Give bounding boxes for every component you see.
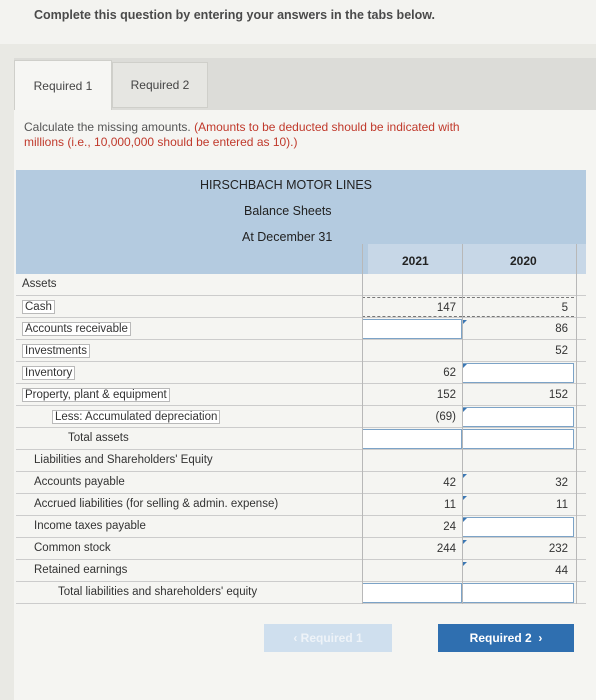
- table-row: [16, 296, 586, 318]
- row-label: Accounts receivable: [22, 322, 131, 336]
- row-label: Total liabilities and shareholders' equity: [58, 586, 258, 598]
- value-2020: [462, 451, 574, 471]
- input-2020[interactable]: [462, 429, 574, 449]
- table-row: [16, 406, 586, 428]
- input-2020[interactable]: [462, 583, 574, 603]
- year-header-band: [368, 244, 586, 274]
- value-2021: [362, 561, 462, 581]
- row-label: Accounts payable: [34, 476, 125, 488]
- row-label: Income taxes payable: [34, 520, 146, 532]
- balance-sheet-table: [16, 170, 586, 616]
- next-button-label: Required 2: [469, 631, 532, 645]
- input-2021[interactable]: [362, 319, 462, 339]
- value-2021[interactable]: 11: [444, 499, 456, 511]
- row-label: Total assets: [68, 432, 129, 444]
- value-2021: [362, 341, 462, 361]
- value-2021[interactable]: 42: [443, 477, 456, 489]
- table-row: [16, 274, 586, 296]
- table-row: [16, 494, 586, 516]
- next-required-button[interactable]: [438, 624, 574, 652]
- table-row: [16, 384, 586, 406]
- row-label: Common stock: [34, 542, 111, 554]
- instructions-calc: [24, 120, 596, 150]
- table-row: [16, 516, 586, 538]
- value-2021[interactable]: 24: [443, 521, 456, 533]
- value-2021[interactable]: 147: [362, 297, 462, 317]
- input-2021[interactable]: [362, 429, 462, 449]
- value-2021[interactable]: (69): [435, 411, 456, 423]
- chevron-right-icon: ›: [531, 631, 543, 645]
- row-label: Property, plant & equipment: [22, 388, 170, 402]
- tab-required-2[interactable]: Required 2: [112, 62, 208, 108]
- value-2020[interactable]: 5: [462, 297, 574, 317]
- column-divider: [362, 244, 363, 604]
- value-2020[interactable]: 44: [555, 565, 568, 577]
- input-2021[interactable]: [362, 583, 462, 603]
- value-2020[interactable]: 86: [555, 323, 568, 335]
- value-2021[interactable]: 152: [436, 389, 456, 401]
- table-row: [16, 538, 586, 560]
- table-row: [16, 450, 586, 472]
- statement-date: At December 31: [242, 230, 333, 244]
- value-2020[interactable]: 32: [555, 477, 568, 489]
- table-row: [16, 560, 586, 582]
- column-divider: [462, 244, 463, 604]
- value-2020[interactable]: 152: [548, 389, 568, 401]
- value-2020[interactable]: 52: [555, 345, 568, 357]
- table-row: [16, 472, 586, 494]
- table-row: [16, 428, 586, 450]
- input-2020[interactable]: [462, 517, 574, 537]
- row-label: Retained earnings: [34, 564, 128, 576]
- row-label: Inventory: [22, 366, 75, 380]
- table-row: [16, 582, 586, 604]
- chevron-left-icon: ‹: [293, 631, 301, 645]
- value-2021[interactable]: 244: [436, 543, 456, 555]
- calc-note: (Amounts to be deducted should be indicated with: [194, 120, 460, 134]
- calc-note-2: millions (i.e., 10,000,000 should be entered as 10).): [24, 135, 298, 149]
- year-2021-header: 2021: [402, 254, 429, 268]
- row-label: Investments: [22, 344, 90, 358]
- prev-button-label: Required 1: [300, 631, 363, 645]
- instruction-bar: [0, 0, 596, 44]
- table-header: [16, 170, 586, 274]
- statement-title: Balance Sheets: [244, 204, 332, 218]
- input-2020[interactable]: [462, 407, 574, 427]
- instruction-text: Complete this question by entering your answers in the tabs below.: [34, 8, 435, 22]
- row-label: Cash: [22, 300, 55, 314]
- row-label: Assets: [22, 278, 57, 290]
- prev-required-button[interactable]: [264, 624, 392, 652]
- row-label: Less: Accumulated depreciation: [52, 410, 220, 424]
- table-row: [16, 340, 586, 362]
- row-label: Accrued liabilities (for selling & admin. expense): [34, 498, 279, 510]
- value-2021[interactable]: 62: [443, 367, 456, 379]
- input-2020[interactable]: [462, 363, 574, 383]
- table-row: [16, 362, 586, 384]
- value-2021: [362, 451, 462, 471]
- value-2020[interactable]: 232: [548, 543, 568, 555]
- column-divider: [576, 244, 577, 604]
- value-2020[interactable]: 11: [556, 499, 568, 511]
- year-2020-header: 2020: [510, 254, 537, 268]
- table-row: [16, 318, 586, 340]
- calc-text: Calculate the missing amounts.: [24, 120, 191, 134]
- tab-required-1[interactable]: Required 1: [14, 60, 112, 110]
- row-label: Liabilities and Shareholders' Equity: [34, 454, 213, 466]
- company-name: HIRSCHBACH MOTOR LINES: [200, 178, 373, 192]
